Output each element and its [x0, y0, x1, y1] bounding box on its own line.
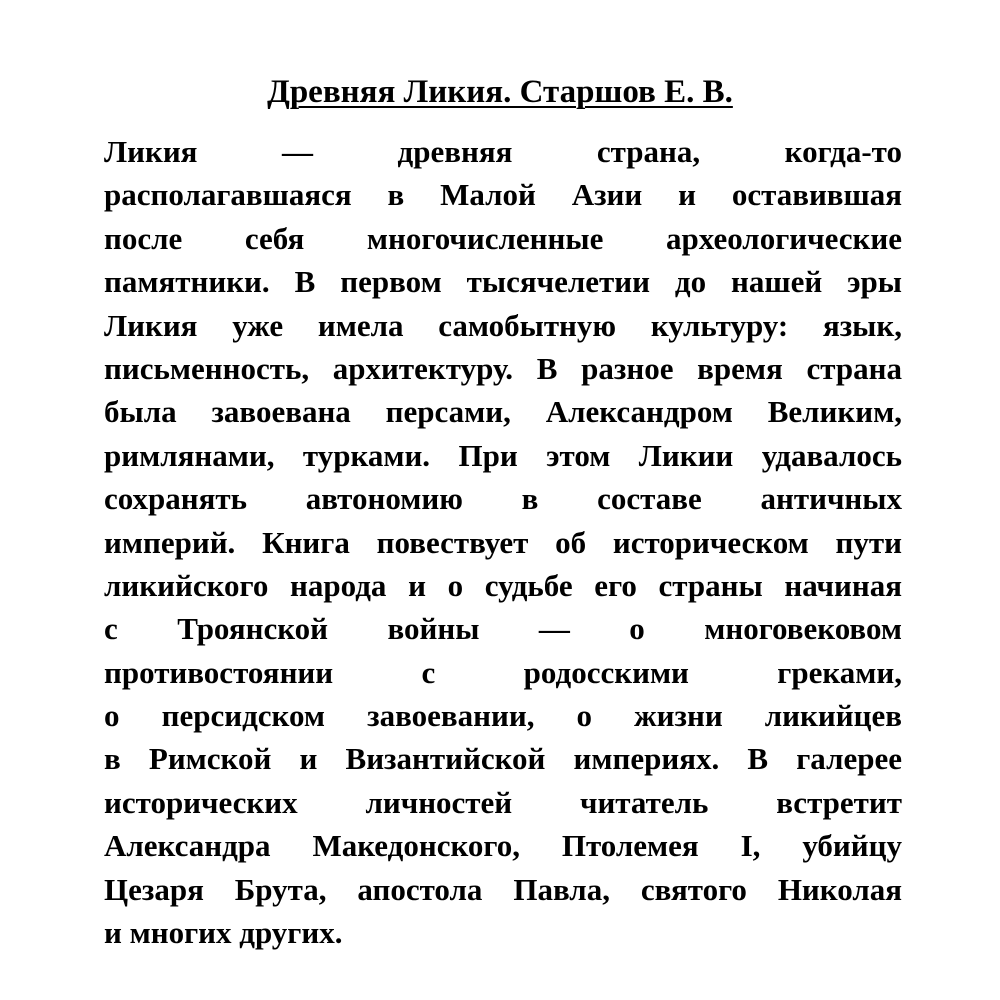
text-line: о персидском завоевании, о жизни ликийцев: [104, 698, 902, 734]
text-line: империй. Книга повествует об историческом пути: [104, 524, 902, 560]
text-line: Ликия уже имела самобытную культуру: язык,: [104, 307, 902, 343]
text-line: располагавшаяся в Малой Азии и оставившая: [104, 177, 902, 213]
text-line: противостоянии с родосскими греками,: [104, 654, 902, 690]
text-line: сохранять автономию в составе античных: [104, 481, 902, 517]
text-line: в Римской и Византийской империях. В галерее: [104, 741, 902, 777]
document-title: Древняя Ликия. Старшов Е. В.: [267, 74, 733, 110]
text-line: после себя многочисленные археологические: [104, 220, 902, 256]
text-line: с Троянской войны — о многовековом: [104, 611, 902, 647]
book-description: [104, 130, 902, 954]
text-line: исторических личностей читатель встретит: [104, 784, 902, 820]
text-line: памятники. В первом тысячелетии до нашей эры: [104, 264, 902, 300]
text-line: была завоевана персами, Александром Великим,: [104, 394, 902, 430]
text-line: письменность, архитектуру. В разное время страна: [104, 350, 902, 386]
text-line: римлянами, турками. При этом Ликии удавалось: [104, 437, 902, 473]
text-line: и многих других.: [104, 915, 343, 951]
text-line: Ликия — древняя страна, когда-то: [104, 134, 902, 169]
text-line: Цезаря Брута, апостола Павла, святого Николая: [104, 871, 902, 907]
text-line: ликийского народа и о судьбе его страны начиная: [104, 567, 902, 603]
text-line: Александра Македонского, Птолемея I, убийцу: [104, 828, 902, 864]
